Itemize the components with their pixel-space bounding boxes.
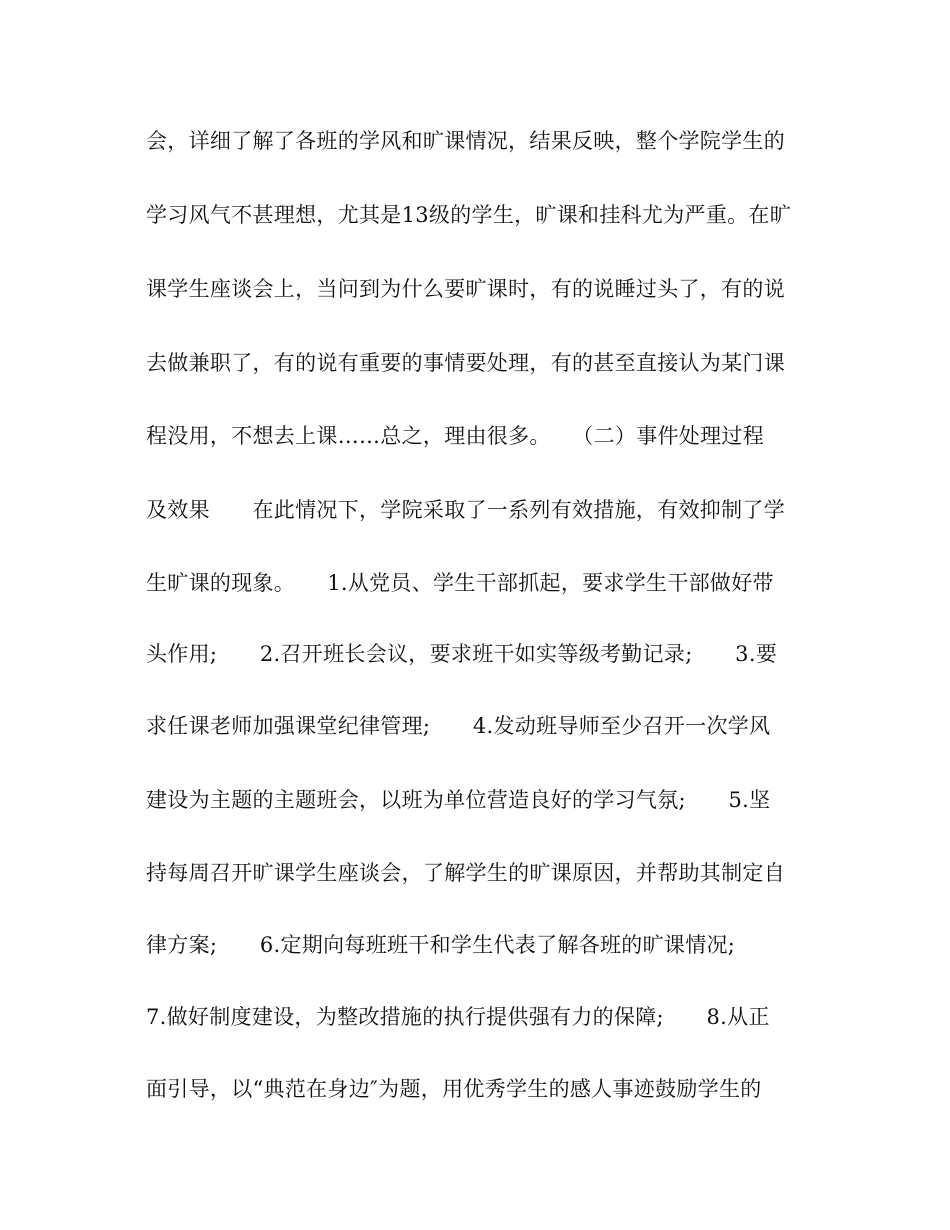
text-line: 会，详细了解了各班的学风和旷课情况，结果反映，整个学院学生的 — [146, 129, 785, 153]
text-line: 去做兼职了，有的说有重要的事情要处理，有的甚至直接认为某门课 — [146, 351, 785, 375]
text-line: 求任课老师加强课堂纪律管理; 4.发动班导师至少召开一次学风 — [146, 714, 771, 738]
text-line: 生旷课的现象。 1.从党员、学生干部抓起，要求学生干部做好带 — [146, 571, 774, 595]
text-line: 7.做好制度建设，为整改措施的执行提供强有力的保障; 8.从正 — [146, 1005, 770, 1029]
text-line: 学习风气不甚理想，尤其是13级的学生，旷课和挂科尤为严重。在旷 — [146, 203, 792, 227]
text-line: 头作用; 2.召开班长会议，要求班干如实等级考勤记录; 3.要 — [146, 642, 778, 666]
text-line: 及效果 在此情况下，学院采取了一系列有效措施，有效抑制了学 — [146, 498, 785, 522]
text-line: 建设为主题的主题班会，以班为单位营造良好的学习气氛; 5.坚 — [146, 788, 771, 812]
text-line: 持每周召开旷课学生座谈会，了解学生的旷课原因，并帮助其制定自 — [146, 861, 785, 885]
text-line: 程没用，不想去上课……总之，理由很多。 （二）事件处理过程 — [146, 424, 764, 448]
text-line: 律方案; 6.定期向每班班干和学生代表了解各班的旷课情况; — [146, 933, 736, 957]
text-line: 课学生座谈会上，当问到为什么要旷课时，有的说睡过头了，有的说 — [146, 277, 785, 301]
text-line: 面引导，以“典范在身边″为题，用优秀学生的感人事迹鼓励学生的 — [146, 1077, 762, 1101]
